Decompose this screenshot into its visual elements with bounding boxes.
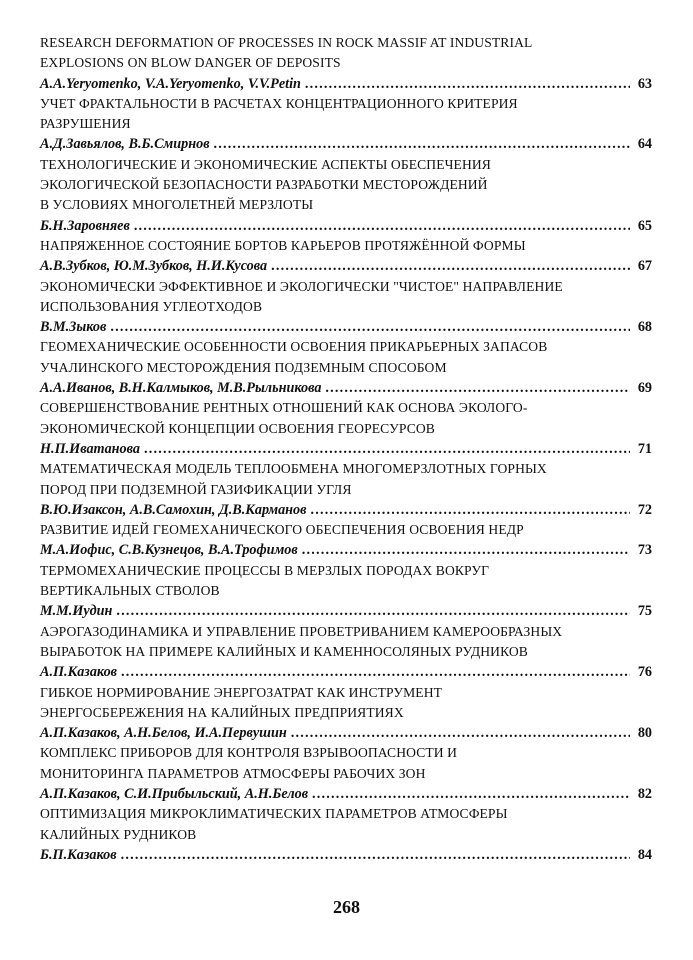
entry-page-number: 69 xyxy=(637,380,652,397)
entry-author-line xyxy=(40,378,652,398)
entry-author-line xyxy=(40,784,652,804)
entry-authors: А.П.Казаков, С.И.Прибыльский, А.Н.Белов xyxy=(40,785,309,802)
entry-author-line xyxy=(40,256,652,276)
entry-author-line xyxy=(40,439,652,459)
entry-title-line: КАЛИЙНЫХ РУДНИКОВ xyxy=(40,826,197,842)
entry-title-line: НАПРЯЖЕННОЕ СОСТОЯНИЕ БОРТОВ КАРЬЕРОВ ПРОТЯЖЁННОЙ ФОРМЫ xyxy=(40,237,526,253)
dot-leader xyxy=(302,540,630,560)
entry-authors: Б.П.Казаков xyxy=(40,846,117,863)
entry-title-line: RESEARCH DEFORMATION OF PROCESSES IN ROCK MASSIF AT INDUSTRIAL xyxy=(40,35,533,50)
dot-leader xyxy=(325,378,630,398)
toc-entry xyxy=(40,337,652,398)
dot-leader xyxy=(134,216,630,236)
entry-authors: Н.П.Иватанова xyxy=(40,440,140,457)
entry-author-line xyxy=(40,601,652,621)
entry-title-line: ЭКОНОМИЧЕСКИ ЭФФЕКТИВНОЕ И ЭКОЛОГИЧЕСКИ "ЧИСТОЕ" НАПРАВЛЕНИЕ xyxy=(40,278,563,294)
toc-entry xyxy=(40,622,652,683)
entry-author-line xyxy=(40,662,652,682)
entry-authors: Б.Н.Заровняев xyxy=(40,217,130,234)
toc-entry xyxy=(40,683,652,744)
entry-title-line: ЭНЕРГОСБЕРЕЖЕНИЯ НА КАЛИЙНЫХ ПРЕДПРИЯТИЯХ xyxy=(40,704,404,720)
entry-authors: В.Ю.Изаксон, А.В.Самохин, Д.В.Карманов xyxy=(40,501,307,518)
entry-title-line: РАЗВИТИЕ ИДЕЙ ГЕОМЕХАНИЧЕСКОГО ОБЕСПЕЧЕНИЯ ОСВОЕНИЯ НЕДР xyxy=(40,522,524,538)
entry-authors: A.A.Yeryomenko, V.A.Yeryomenko, V.V.Petin xyxy=(40,75,301,92)
dot-leader xyxy=(110,317,630,337)
entry-title-line: ЭКОНОМИЧЕСКОЙ КОНЦЕПЦИИ ОСВОЕНИЯ ГЕОРЕСУРСОВ xyxy=(40,420,435,436)
entry-title-line: СОВЕРШЕНСТВОВАНИЕ РЕНТНЫХ ОТНОШЕНИЙ КАК ОСНОВА ЭКОЛОГО- xyxy=(40,400,528,416)
entry-title-line: ТЕХНОЛОГИЧЕСКИЕ И ЭКОНОМИЧЕСКИЕ АСПЕКТЫ ОБЕСПЕЧЕНИЯ xyxy=(40,156,491,172)
entry-title-line: АЭРОГАЗОДИНАМИКА И УПРАВЛЕНИЕ ПРОВЕТРИВАНИЕМ КАМЕРООБРАЗНЫХ xyxy=(40,623,563,639)
entry-title-line: КОМПЛЕКС ПРИБОРОВ ДЛЯ КОНТРОЛЯ ВЗРЫВООПАСНОСТИ И xyxy=(40,745,458,761)
entry-title-line: ИСПОЛЬЗОВАНИЯ УГЛЕОТХОДОВ xyxy=(40,298,263,314)
entry-author-line xyxy=(40,540,652,560)
toc-entry xyxy=(40,33,652,94)
entry-page-number: 84 xyxy=(637,846,652,863)
entry-authors: А.Д.Завьялов, В.Б.Смирнов xyxy=(40,136,210,153)
entry-page-number: 75 xyxy=(637,603,652,620)
entry-author-line xyxy=(40,723,652,743)
entry-title-line: УЧЕТ ФРАКТАЛЬНОСТИ В РАСЧЕТАХ КОНЦЕНТРАЦИОННОГО КРИТЕРИЯ xyxy=(40,95,518,111)
dot-leader xyxy=(291,723,630,743)
dot-leader xyxy=(312,784,630,804)
entry-title-line: МОНИТОРИНГА ПАРАМЕТРОВ АТМОСФЕРЫ РАБОЧИХ ЗОН xyxy=(40,765,426,781)
entry-title-line: РАЗРУШЕНИЯ xyxy=(40,116,131,132)
entry-authors: М.М.Иудин xyxy=(40,603,113,620)
entry-authors: М.А.Иофис, С.В.Кузнецов, В.А.Трофимов xyxy=(40,542,298,559)
entry-title-line: МАТЕМАТИЧЕСКАЯ МОДЕЛЬ ТЕПЛООБМЕНА МНОГОМЕРЗЛОТНЫХ ГОРНЫХ xyxy=(40,461,547,477)
toc-entry xyxy=(40,277,652,338)
toc-entry xyxy=(40,520,652,561)
dot-leader xyxy=(305,74,630,94)
entry-title-line: УЧАЛИНСКОГО МЕСТОРОЖДЕНИЯ ПОДЗЕМНЫМ СПОСОБОМ xyxy=(40,359,447,375)
entry-author-line xyxy=(40,500,652,520)
entry-author-line xyxy=(40,317,652,337)
dot-leader xyxy=(144,439,630,459)
entry-page-number: 76 xyxy=(637,664,652,681)
entry-page-number: 65 xyxy=(637,217,652,234)
entry-page-number: 68 xyxy=(637,319,652,336)
toc-entry xyxy=(40,459,652,520)
page-number: 268 xyxy=(333,897,360,917)
toc-entry xyxy=(40,398,652,459)
entry-page-number: 64 xyxy=(637,136,652,153)
entry-authors: А.В.Зубков, Ю.М.Зубков, Н.И.Кусова xyxy=(40,258,268,275)
entry-authors: А.А.Иванов, В.Н.Калмыков, М.В.Рыльникова xyxy=(40,380,322,397)
entry-authors: А.П.Казаков xyxy=(40,664,118,681)
dot-leader xyxy=(121,845,630,865)
toc-entry xyxy=(40,743,652,804)
entry-page-number: 82 xyxy=(637,785,652,802)
entry-title-line: ГЕОМЕХАНИЧЕСКИЕ ОСОБЕННОСТИ ОСВОЕНИЯ ПРИКАРЬЕРНЫХ ЗАПАСОВ xyxy=(40,339,548,355)
entry-title-line: EXPLOSIONS ON BLOW DANGER OF DEPOSITS xyxy=(40,55,341,71)
toc-entry xyxy=(40,804,652,865)
toc-entry xyxy=(40,155,652,236)
entry-authors: В.М.Зыков xyxy=(40,319,107,336)
toc-entry xyxy=(40,236,652,277)
dot-leader xyxy=(121,662,630,682)
entry-author-line xyxy=(40,134,652,154)
toc-entry xyxy=(40,561,652,622)
entry-page-number: 72 xyxy=(637,501,652,518)
entry-authors: А.П.Казаков, А.Н.Белов, И.А.Первушин xyxy=(40,725,287,742)
entry-title-line: ЭКОЛОГИЧЕСКОЙ БЕЗОПАСНОСТИ РАЗРАБОТКИ МЕСТОРОЖДЕНИЙ xyxy=(40,177,488,193)
entry-page-number: 67 xyxy=(637,258,652,275)
entry-title-line: В УСЛОВИЯХ МНОГОЛЕТНЕЙ МЕРЗЛОТЫ xyxy=(40,197,314,213)
entry-title-line: ТЕРМОМЕХАНИЧЕСКИЕ ПРОЦЕССЫ В МЕРЗЛЫХ ПОРОДАХ ВОКРУГ xyxy=(40,562,490,578)
entry-author-line xyxy=(40,845,652,865)
toc-entry xyxy=(40,94,652,155)
entry-page-number: 73 xyxy=(637,542,652,559)
dot-leader xyxy=(311,500,631,520)
entry-title-line: ВЕРТИКАЛЬНЫХ СТВОЛОВ xyxy=(40,583,220,599)
table-of-contents xyxy=(40,33,652,865)
entry-author-line xyxy=(40,216,652,236)
entry-title-line: ГИБКОЕ НОРМИРОВАНИЕ ЭНЕРГОЗАТРАТ КАК ИНСТРУМЕНТ xyxy=(40,684,443,700)
entry-page-number: 80 xyxy=(637,725,652,742)
entry-page-number: 71 xyxy=(637,440,652,457)
entry-page-number: 63 xyxy=(637,75,652,92)
entry-title-line: ПОРОД ПРИ ПОДЗЕМНОЙ ГАЗИФИКАЦИИ УГЛЯ xyxy=(40,481,352,497)
entry-title-line: ОПТИМИЗАЦИЯ МИКРОКЛИМАТИЧЕСКИХ ПАРАМЕТРОВ АТМОСФЕРЫ xyxy=(40,806,508,822)
entry-title-line: ВЫРАБОТОК НА ПРИМЕРЕ КАЛИЙНЫХ И КАМЕННОСОЛЯНЫХ РУДНИКОВ xyxy=(40,643,528,659)
dot-leader xyxy=(271,256,630,276)
entry-author-line xyxy=(40,74,652,94)
dot-leader xyxy=(214,134,630,154)
dot-leader xyxy=(116,601,630,621)
